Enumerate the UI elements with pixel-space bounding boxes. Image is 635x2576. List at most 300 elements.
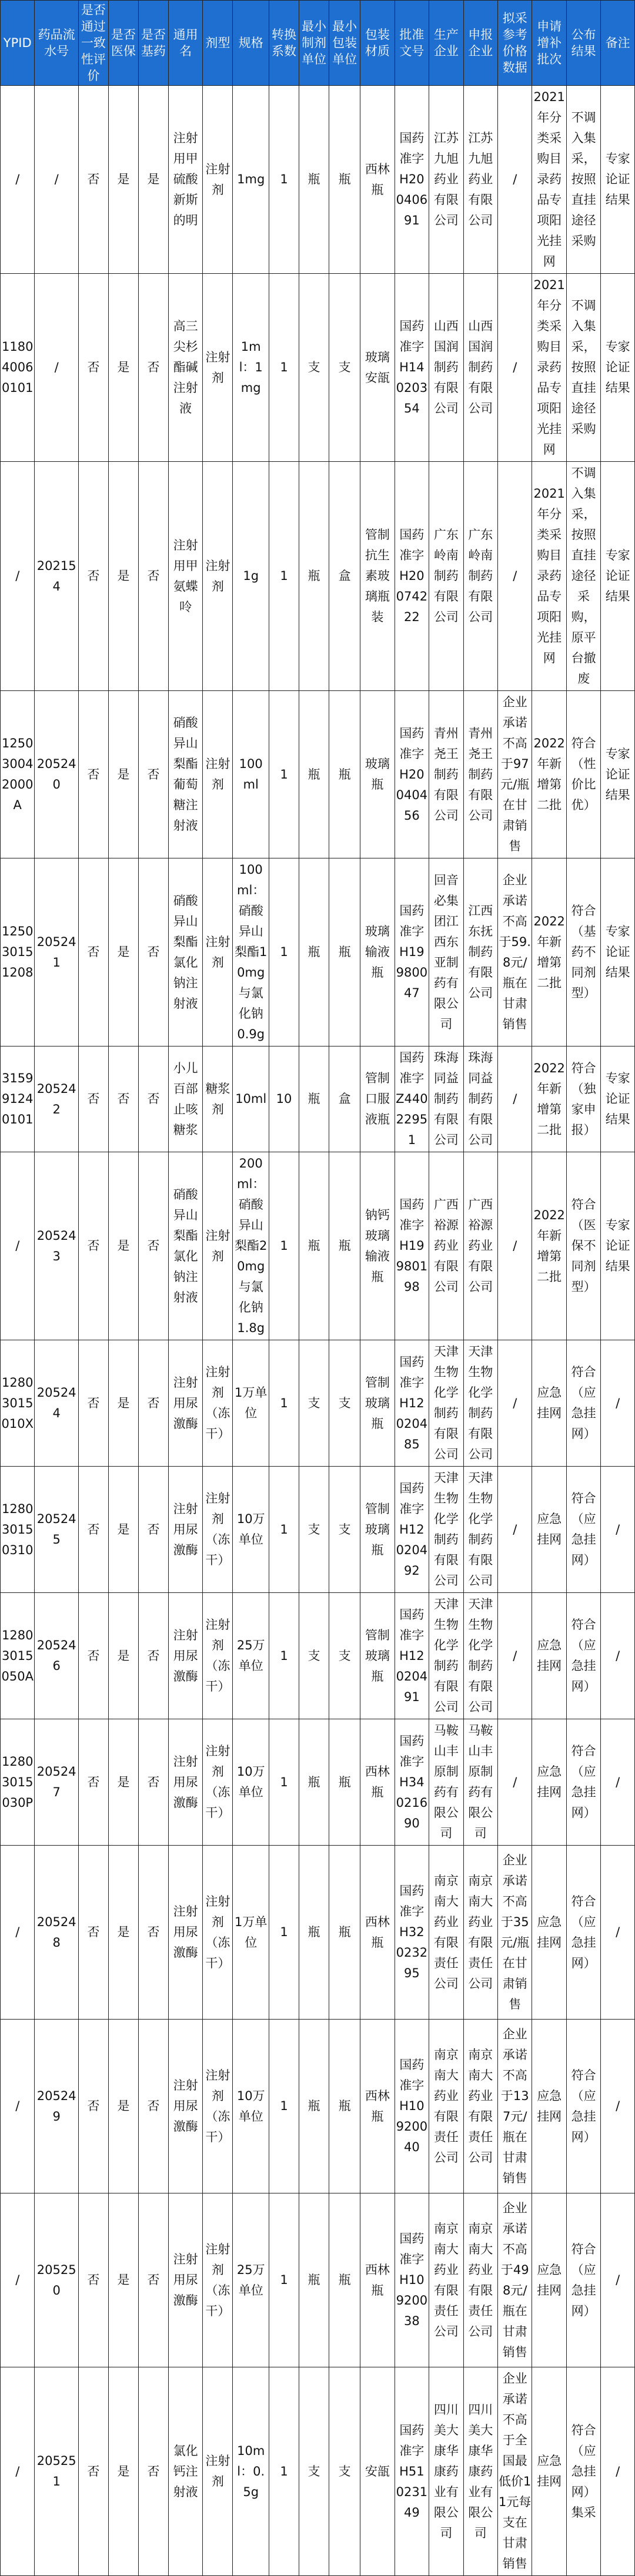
- table-cell: 否: [138, 1340, 168, 1467]
- table-cell: 支: [299, 1467, 329, 1593]
- table-cell: 应急挂网: [532, 1340, 566, 1467]
- table-cell: 符合（应急挂网）集采: [566, 2367, 600, 2576]
- table-cell: 瓶: [299, 1152, 329, 1340]
- table-cell: 南京南大药业有限责任公司: [429, 2020, 463, 2193]
- table-cell: /: [601, 2193, 635, 2367]
- table-cell: 是: [108, 1846, 138, 2020]
- table-cell: 注射用尿激酶: [168, 1593, 202, 1719]
- table-cell: 否: [78, 1846, 108, 2020]
- table-cell: 天津生物化学制药有限公司: [463, 1593, 497, 1719]
- table-cell: 205243: [35, 1152, 78, 1340]
- table-cell: /: [498, 1152, 532, 1340]
- table-cell: 118040060101: [1, 274, 35, 462]
- table-cell: 1: [269, 1719, 299, 1846]
- table-cell: /: [601, 1467, 635, 1593]
- table-cell: 应急挂网: [532, 2193, 566, 2367]
- table-cell: 205244: [35, 1340, 78, 1467]
- table-cell: 专家论证结果: [601, 1046, 635, 1152]
- table-cell: 注射用尿激酶: [168, 1340, 202, 1467]
- table-cell: 1g: [233, 462, 269, 691]
- table-cell: 瓶: [329, 691, 360, 858]
- table-cell: 1: [269, 274, 299, 462]
- table-cell: 国药准字H12020492: [395, 1467, 429, 1593]
- table-cell: 天津生物化学制药有限公司: [429, 1467, 463, 1593]
- table-cell: 205246: [35, 1593, 78, 1719]
- table-cell: 是: [138, 86, 168, 274]
- table-cell: /: [1, 1152, 35, 1340]
- column-header: 是否通过一致性评价: [78, 1, 108, 86]
- column-header: 申请增补批次: [532, 1, 566, 86]
- table-cell: 硝酸异山梨酯氯化钠注射液: [168, 858, 202, 1046]
- table-cell: 否: [78, 691, 108, 858]
- table-row: [1, 858, 635, 1046]
- table-cell: 205248: [35, 1846, 78, 2020]
- table-cell: 1: [269, 2367, 299, 2576]
- table-cell: 应急挂网: [532, 1846, 566, 2020]
- table-cell: 广西裕源药业有限公司: [429, 1152, 463, 1340]
- table-cell: 盒: [329, 1046, 360, 1152]
- table-cell: 钠钙玻璃输液瓶: [360, 1152, 395, 1340]
- table-cell: 否: [78, 2367, 108, 2576]
- table-cell: 管制玻璃瓶: [360, 1340, 395, 1467]
- table-cell: 200ml：硝酸异山梨酯20mg与氯化钠1.8g: [233, 1152, 269, 1340]
- table-cell: 注射用尿激酶: [168, 1719, 202, 1846]
- table-cell: 玻璃输液瓶: [360, 858, 395, 1046]
- table-cell: 符合（应急挂网）: [566, 1593, 600, 1719]
- table-cell: 否: [78, 2193, 108, 2367]
- table-cell: 是: [108, 1593, 138, 1719]
- table-cell: 是: [108, 462, 138, 691]
- column-header: 批准文号: [395, 1, 429, 86]
- table-cell: 12803015030P: [1, 1719, 35, 1846]
- table-cell: /: [498, 1046, 532, 1152]
- table-cell: 糖浆剂: [203, 1046, 233, 1152]
- table-cell: 支: [299, 1593, 329, 1719]
- table-cell: 否: [78, 1046, 108, 1152]
- table-row: [1, 1719, 635, 1846]
- table-cell: 注射剂: [203, 1152, 233, 1340]
- table-cell: 否: [78, 462, 108, 691]
- column-header: 公布结果: [566, 1, 600, 86]
- table-cell: 四川美大康华康药业有限公司: [429, 2367, 463, 2576]
- table-cell: 玻璃安瓿: [360, 274, 395, 462]
- table-cell: 专家论证结果: [601, 86, 635, 274]
- table-cell: 205245: [35, 1467, 78, 1593]
- column-header: 拟采参考价格数据: [498, 1, 532, 86]
- table-cell: 南京南大药业有限责任公司: [429, 1846, 463, 2020]
- table-cell: 支: [329, 1467, 360, 1593]
- table-cell: 应急挂网: [532, 2020, 566, 2193]
- table-cell: 支: [299, 274, 329, 462]
- table-cell: 国药准字H19980047: [395, 858, 429, 1046]
- table-cell: 南京南大药业有限责任公司: [463, 2193, 497, 2367]
- table-cell: 高三尖杉酯碱注射液: [168, 274, 202, 462]
- table-cell: 瓶: [299, 1719, 329, 1846]
- table-cell: 2022年新增第二批: [532, 1046, 566, 1152]
- table-cell: 广东岭南制药有限公司: [463, 462, 497, 691]
- table-cell: 符合（性价比优）: [566, 691, 600, 858]
- table-cell: 是: [108, 2193, 138, 2367]
- table-cell: 西林瓶: [360, 86, 395, 274]
- table-row: [1, 2367, 635, 2576]
- table-cell: 国药准字H19980198: [395, 1152, 429, 1340]
- table-cell: 广西裕源药业有限公司: [463, 1152, 497, 1340]
- table-header: [1, 1, 635, 86]
- table-cell: 符合（应急挂网）: [566, 1340, 600, 1467]
- table-cell: 否: [138, 691, 168, 858]
- table-cell: 2021年分类采购目录药品专项阳光挂网: [532, 86, 566, 274]
- table-cell: 不调入集采，按照直挂途径采购: [566, 86, 600, 274]
- table-cell: 小儿百部止咳糖浆: [168, 1046, 202, 1152]
- table-cell: /: [1, 2020, 35, 2193]
- table-cell: 注射剂（冻干）: [203, 1719, 233, 1846]
- table-cell: 国药准字H14020354: [395, 274, 429, 462]
- column-header: 转换系数: [269, 1, 299, 86]
- table-cell: 符合（医保不同剂型）: [566, 1152, 600, 1340]
- table-cell: 专家论证结果: [601, 691, 635, 858]
- table-cell: 是: [108, 2367, 138, 2576]
- table-cell: 否: [138, 2193, 168, 2367]
- table-cell: 瓶: [329, 1719, 360, 1846]
- table-cell: 山西国润制药有限公司: [429, 274, 463, 462]
- table-cell: 管制口服液瓶: [360, 1046, 395, 1152]
- column-header: 包装材质: [360, 1, 395, 86]
- table-cell: 瓶: [299, 2193, 329, 2367]
- table-row: [1, 462, 635, 691]
- table-cell: 支: [329, 1340, 360, 1467]
- table-cell: 1: [269, 86, 299, 274]
- table-cell: 12803015050A: [1, 1593, 35, 1719]
- table-cell: 205242: [35, 1046, 78, 1152]
- table-cell: 氯化钙注射液: [168, 2367, 202, 2576]
- table-cell: 125030151208: [1, 858, 35, 1046]
- table-cell: 企业承诺不高于35元/瓶在甘肃销售: [498, 1846, 532, 2020]
- table-cell: /: [498, 1593, 532, 1719]
- column-header: 规格: [233, 1, 269, 86]
- table-cell: /: [601, 1719, 635, 1846]
- table-cell: 10ml：0.5g: [233, 2367, 269, 2576]
- table-cell: /: [601, 2367, 635, 2576]
- table-cell: 国药准字Z44022951: [395, 1046, 429, 1152]
- table-cell: 否: [78, 274, 108, 462]
- table-cell: 2021年分类采购目录药品专项阳光挂网: [532, 462, 566, 691]
- table-cell: 10万单位: [233, 1467, 269, 1593]
- table-cell: 1: [269, 2020, 299, 2193]
- table-cell: 注射剂（冻干）: [203, 2193, 233, 2367]
- table-cell: 瓶: [329, 2020, 360, 2193]
- table-cell: 青州尧王制药有限公司: [463, 691, 497, 858]
- table-cell: 符合（基药不同剂型）: [566, 858, 600, 1046]
- table-cell: 企业承诺不高于97元/瓶在甘肃销售: [498, 691, 532, 858]
- table-cell: 马鞍山丰原制药有限公司: [429, 1719, 463, 1846]
- table-row: [1, 1846, 635, 2020]
- table-cell: 是: [108, 1340, 138, 1467]
- table-cell: 回音必集团江西东亚制药有限公司: [429, 858, 463, 1046]
- table-cell: 100ml: [233, 691, 269, 858]
- table-cell: 江苏九旭药业有限公司: [463, 86, 497, 274]
- table-cell: 江苏九旭药业有限公司: [429, 86, 463, 274]
- table-cell: 注射用尿激酶: [168, 2193, 202, 2367]
- table-cell: 专家论证结果: [601, 858, 635, 1046]
- table-cell: 注射剂: [203, 858, 233, 1046]
- table-cell: 不调入集采，按照直挂途径采购，原平台撤废: [566, 462, 600, 691]
- table-cell: 是: [108, 1719, 138, 1846]
- table-cell: 205250: [35, 2193, 78, 2367]
- table-cell: 注射用尿激酶: [168, 1467, 202, 1593]
- table-cell: 四川美大康华康药业有限公司: [463, 2367, 497, 2576]
- table-cell: 否: [78, 2020, 108, 2193]
- table-cell: /: [498, 1467, 532, 1593]
- table-cell: 符合（应急挂网）: [566, 2020, 600, 2193]
- table-cell: 10万单位: [233, 1719, 269, 1846]
- table-cell: 管制玻璃瓶: [360, 1467, 395, 1593]
- column-header: 是否医保: [108, 1, 138, 86]
- table-cell: 是: [108, 274, 138, 462]
- table-cell: 否: [138, 858, 168, 1046]
- table-cell: 1: [269, 691, 299, 858]
- table-cell: 1万单位: [233, 1846, 269, 2020]
- table-cell: 是: [108, 1152, 138, 1340]
- table-cell: 1: [269, 1340, 299, 1467]
- table-cell: 否: [78, 1467, 108, 1593]
- table-cell: 否: [108, 1046, 138, 1152]
- table-cell: 2022年新增第二批: [532, 858, 566, 1046]
- table-cell: 国药准字H51023149: [395, 2367, 429, 2576]
- table-cell: 国药准字H20040691: [395, 86, 429, 274]
- table-row: [1, 86, 635, 274]
- table-cell: 南京南大药业有限责任公司: [429, 2193, 463, 2367]
- table-row: [1, 1467, 635, 1593]
- table-cell: 1: [269, 858, 299, 1046]
- table-body: [1, 86, 635, 2576]
- table-cell: /: [35, 86, 78, 274]
- table-cell: 应急挂网: [532, 2367, 566, 2576]
- table-cell: 西林瓶: [360, 2193, 395, 2367]
- table-cell: 128030150310: [1, 1467, 35, 1593]
- table-cell: 应急挂网: [532, 1467, 566, 1593]
- table-cell: /: [1, 1846, 35, 2020]
- table-cell: 否: [78, 86, 108, 274]
- table-cell: 符合（应急挂网）: [566, 2193, 600, 2367]
- table-cell: 支: [329, 274, 360, 462]
- table-cell: 支: [299, 1340, 329, 1467]
- table-cell: 国药准字H20074222: [395, 462, 429, 691]
- table-cell: 1: [269, 1152, 299, 1340]
- column-header: 通用名: [168, 1, 202, 86]
- table-cell: 1: [269, 1593, 299, 1719]
- table-cell: 国药准字H12020491: [395, 1593, 429, 1719]
- table-cell: 注射剂: [203, 691, 233, 858]
- table-cell: 否: [138, 2020, 168, 2193]
- table-cell: 瓶: [299, 462, 329, 691]
- table-cell: 注射用甲硫酸新斯的明: [168, 86, 202, 274]
- table-cell: 西林瓶: [360, 2020, 395, 2193]
- table-cell: 国药准字H32023295: [395, 1846, 429, 2020]
- table-cell: 否: [78, 1340, 108, 1467]
- table-cell: 205240: [35, 691, 78, 858]
- table-cell: 2021年分类采购目录药品专项阳光挂网: [532, 274, 566, 462]
- table-cell: 否: [138, 274, 168, 462]
- table-cell: 江西东抚制药有限公司: [463, 858, 497, 1046]
- table-cell: 2022年新增第二批: [532, 691, 566, 858]
- table-cell: 专家论证结果: [601, 274, 635, 462]
- table-cell: /: [601, 1846, 635, 2020]
- table-cell: 不调入集采，按照直挂途径采购: [566, 274, 600, 462]
- table-row: [1, 691, 635, 858]
- table-cell: 天津生物化学制药有限公司: [429, 1340, 463, 1467]
- table-cell: 瓶: [329, 2193, 360, 2367]
- table-cell: 支: [329, 2367, 360, 2576]
- table-cell: 管制玻璃瓶: [360, 1593, 395, 1719]
- table-cell: 瓶: [299, 1846, 329, 2020]
- table-cell: 瓶: [299, 2020, 329, 2193]
- table-cell: /: [1, 2193, 35, 2367]
- table-cell: 国药准字H20040456: [395, 691, 429, 858]
- table-cell: 注射剂（冻干）: [203, 2020, 233, 2193]
- table-cell: 安瓿: [360, 2367, 395, 2576]
- table-cell: 南京南大药业有限责任公司: [463, 1846, 497, 2020]
- table-cell: 注射剂（冻干）: [203, 1846, 233, 2020]
- table-cell: 盒: [329, 462, 360, 691]
- table-cell: 马鞍山丰原制药有限公司: [463, 1719, 497, 1846]
- table-cell: 125030042000A: [1, 691, 35, 858]
- table-row: [1, 274, 635, 462]
- table-cell: /: [35, 274, 78, 462]
- column-header: 剂型: [203, 1, 233, 86]
- table-cell: 否: [138, 1846, 168, 2020]
- table-cell: 1ml：1mg: [233, 274, 269, 462]
- table-cell: 205249: [35, 2020, 78, 2193]
- table-cell: 注射剂: [203, 274, 233, 462]
- table-cell: 企业承诺不高于498元/瓶在甘肃销售: [498, 2193, 532, 2367]
- table-cell: 西林瓶: [360, 1719, 395, 1846]
- table-cell: 是: [108, 1467, 138, 1593]
- table-cell: 否: [78, 1152, 108, 1340]
- table-cell: 专家论证结果: [601, 462, 635, 691]
- table-cell: 专家论证结果: [601, 1152, 635, 1340]
- table-cell: 1: [269, 462, 299, 691]
- table-cell: 是: [108, 858, 138, 1046]
- table-cell: 珠海同益制药有限公司: [463, 1046, 497, 1152]
- table-cell: 广东岭南制药有限公司: [429, 462, 463, 691]
- table-cell: 否: [78, 1593, 108, 1719]
- table-row: [1, 1046, 635, 1152]
- table-cell: 10万单位: [233, 2020, 269, 2193]
- column-header: YPID: [1, 1, 35, 86]
- table-cell: 10ml: [233, 1046, 269, 1152]
- table-cell: 1万单位: [233, 1340, 269, 1467]
- column-header: 是否基药: [138, 1, 168, 86]
- table-cell: 瓶: [299, 86, 329, 274]
- table-cell: 205247: [35, 1719, 78, 1846]
- table-cell: 瓶: [329, 858, 360, 1046]
- table-cell: 硝酸异山梨酯葡萄糖注射液: [168, 691, 202, 858]
- table-cell: /: [1, 86, 35, 274]
- table-cell: 山西国润制药有限公司: [463, 274, 497, 462]
- table-cell: 是: [108, 691, 138, 858]
- table-cell: 注射用尿激酶: [168, 2020, 202, 2193]
- table-cell: 瓶: [299, 691, 329, 858]
- table-cell: 否: [138, 1046, 168, 1152]
- table-cell: 应急挂网: [532, 1593, 566, 1719]
- table-cell: 天津生物化学制药有限公司: [463, 1340, 497, 1467]
- table-cell: 否: [138, 1593, 168, 1719]
- table-cell: 企业承诺不高于137元/瓶在甘肃销售: [498, 2020, 532, 2193]
- table-cell: 注射用尿激酶: [168, 1846, 202, 2020]
- table-cell: 企业承诺不高于全国最低价11元每支在甘肃销售: [498, 2367, 532, 2576]
- table-cell: 注射剂（冻干）: [203, 1467, 233, 1593]
- table-cell: 南京南大药业有限责任公司: [463, 2020, 497, 2193]
- table-cell: 25万单位: [233, 2193, 269, 2367]
- table-cell: /: [498, 1340, 532, 1467]
- table-cell: 玻璃瓶: [360, 691, 395, 858]
- table-cell: /: [601, 1593, 635, 1719]
- table-cell: 否: [138, 462, 168, 691]
- table-cell: 青州尧王制药有限公司: [429, 691, 463, 858]
- table-cell: 符合（独家申报）: [566, 1046, 600, 1152]
- table-cell: 1: [269, 2193, 299, 2367]
- table-cell: 注射剂（冻干）: [203, 1340, 233, 1467]
- column-header: 最小包装单位: [329, 1, 360, 86]
- table-cell: 国药准字H10920040: [395, 2020, 429, 2193]
- table-cell: 瓶: [329, 86, 360, 274]
- table-cell: 国药准字H10920038: [395, 2193, 429, 2367]
- table-cell: 符合（应急挂网）: [566, 1846, 600, 2020]
- table-cell: 是: [108, 2020, 138, 2193]
- table-cell: /: [1, 462, 35, 691]
- table-cell: 25万单位: [233, 1593, 269, 1719]
- table-cell: /: [498, 86, 532, 274]
- table-cell: 符合（应急挂网）: [566, 1719, 600, 1846]
- table-cell: 注射用甲氨蝶呤: [168, 462, 202, 691]
- column-header: 最小制剂单位: [299, 1, 329, 86]
- table-cell: 注射剂: [203, 462, 233, 691]
- table-cell: 否: [78, 858, 108, 1046]
- column-header: 备注: [601, 1, 635, 86]
- table-cell: 天津生物化学制药有限公司: [429, 1593, 463, 1719]
- table-cell: 1mg: [233, 86, 269, 274]
- column-header: 生产企业: [429, 1, 463, 86]
- table-cell: 国药准字H34021690: [395, 1719, 429, 1846]
- table-cell: 瓶: [329, 1846, 360, 2020]
- table-row: [1, 1340, 635, 1467]
- table-cell: 否: [138, 1719, 168, 1846]
- table-row: [1, 1593, 635, 1719]
- table-cell: 瓶: [329, 1152, 360, 1340]
- table-cell: 企业承诺不高于59.8元/瓶在甘肃销售: [498, 858, 532, 1046]
- table-cell: 否: [78, 1719, 108, 1846]
- table-cell: 1: [269, 1846, 299, 2020]
- table-cell: 注射剂: [203, 2367, 233, 2576]
- table-cell: /: [498, 462, 532, 691]
- table-cell: 硝酸异山梨酯氯化钠注射液: [168, 1152, 202, 1340]
- table-cell: /: [601, 1340, 635, 1467]
- column-header: 药品流水号: [35, 1, 78, 86]
- header-row: [1, 1, 635, 86]
- table-cell: 202154: [35, 462, 78, 691]
- table-row: [1, 2193, 635, 2367]
- table-cell: /: [498, 1719, 532, 1846]
- table-cell: 10: [269, 1046, 299, 1152]
- table-cell: 12803015010X: [1, 1340, 35, 1467]
- table-cell: 205251: [35, 2367, 78, 2576]
- table-cell: 管制抗生素玻璃瓶装: [360, 462, 395, 691]
- table-cell: 1: [269, 1467, 299, 1593]
- table-cell: 符合（应急挂网）: [566, 1467, 600, 1593]
- table-cell: 100ml：硝酸异山梨酯10mg与氯化钠0.9g: [233, 858, 269, 1046]
- table-cell: 是: [108, 86, 138, 274]
- table-cell: 315991240101: [1, 1046, 35, 1152]
